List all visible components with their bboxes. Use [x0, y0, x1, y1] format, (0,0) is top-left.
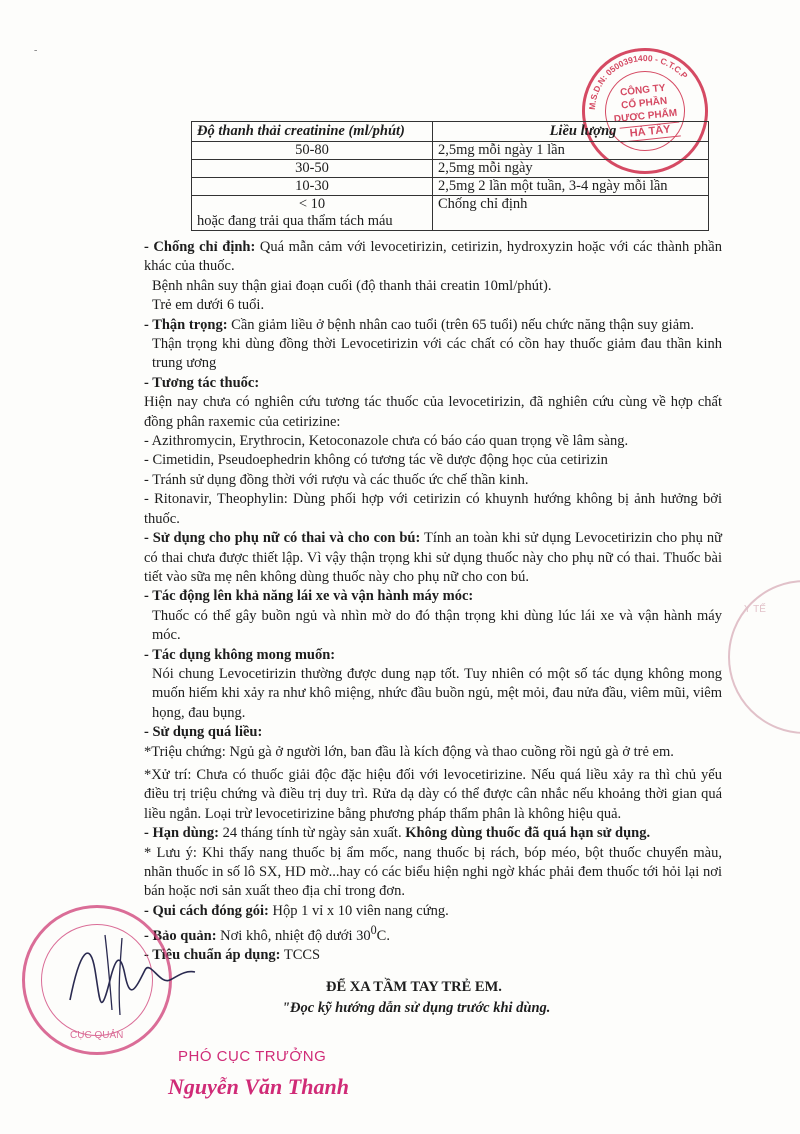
read-guide: "Đọc kỹ hướng dẫn sử dụng trước khi dùng.: [282, 1000, 551, 1016]
table-row: [192, 160, 709, 178]
list-item: - Azithromycin, Erythrocin, Ketoconazole chưa có báo cáo quan trọng về lâm sàng.: [144, 433, 629, 450]
gov-stamp-text: CỤC QUẢN: [70, 1030, 124, 1041]
section-text: Quá mẫn cảm với levocetirizin, cetirizin, hydroxyzin hoặc với các thành phần khác của thuốc.: [144, 239, 722, 275]
cell-note: hoặc đang trải qua thẩm tách máu: [197, 213, 393, 229]
degree-sup: 0: [370, 923, 377, 938]
paragraph: Thận trọng khi dùng đồng thời Levocetirizin với các chất có cồn hay thuốc giảm đau thần kinh trung ương: [152, 336, 722, 372]
section-title: - Thận trọng:: [144, 316, 228, 333]
stamp-line: CÔNG TY: [619, 82, 667, 99]
table-cell: 30-50: [192, 160, 433, 178]
note: * Lưu ý: Khi thấy nang thuốc bị ẩm mốc, nang thuốc bị rách, bóp méo, bột thuốc chuyển màu, nhãn thuốc in số lô SX, HD mờ...hay có các biểu hiện nghi ngờ khác phải đem thuốc tới hỏi lại nơi bán hoặc nơi sản xuất theo địa chỉ trong đơn.: [144, 844, 722, 900]
paragraph: Bệnh nhân suy thận giai đoạn cuối (độ thanh thải creatin 10ml/phút).: [152, 277, 552, 294]
list-item: - Ritonavir, Theophylin: Dùng phối hợp với cetirizin có khuynh hướng không bị ảnh hưởng bởi thuốc.: [144, 491, 722, 527]
handwritten-signature: [50, 930, 200, 1030]
section-text: TCCS: [280, 947, 321, 964]
section-title: - Qui cách đóng gói:: [144, 902, 269, 919]
section-title: - Hạn dùng:: [144, 825, 219, 842]
table-cell: [192, 196, 433, 231]
section-text: Tính an toàn khi sử dụng Levocetirizin cho phụ nữ có thai chưa được thiết lập. Vì vậy thận trọng khi sử dụng thuốc này cho phụ nữ có thai. Thuốc bài tiết vào sữa mẹ nên không dùng thuốc này cho phụ nữ cho con bú.: [144, 530, 722, 585]
table-cell: 2,5mg mỗi ngày: [433, 160, 709, 178]
list-item: - Tránh sử dụng đồng thời với rượu và các thuốc ức chế thần kinh.: [144, 471, 529, 488]
section-text: Hộp 1 vỉ x 10 viên nang cứng.: [268, 902, 449, 919]
storage: [144, 921, 722, 946]
caution: [144, 316, 722, 335]
signer-title: PHÓ CỤC TRƯỞNG: [178, 1048, 327, 1065]
table-header-row: [192, 122, 709, 142]
paragraph: *Xử trí: Chưa có thuốc giải độc đặc hiệu đối với levocetirizine. Nếu quá liều xảy ra thì chủ yếu điều trị triệu chứng và điều trị duy trì. Rửa dạ dày có thể được cân nhắc nếu khoảng thời gian quá liều ngắn. Loại trừ levocetirizine bằng phương pháp thẩm phân là không hiệu quả.: [144, 766, 722, 822]
section-text: Nơi khô, nhiệt độ dưới 30: [216, 928, 371, 945]
section-title: - Tương tác thuốc:: [144, 374, 260, 391]
standard: [144, 946, 722, 965]
unit: C.: [376, 928, 390, 945]
driving-title: [144, 587, 722, 606]
table-row: [192, 178, 709, 196]
paragraph: *Triệu chứng: Ngủ gà ở người lớn, ban đầu là kích động và thao cuồng rồi ngủ gà ở trẻ em.: [144, 743, 674, 760]
table-cell: 50-80: [192, 142, 433, 160]
list-item: - Cimetidin, Pseudoephedrin không có tương tác về dược động học của cetirizin: [144, 452, 608, 469]
svg-text:M.S.D.N: 0500391400 - C.T.C.P: M.S.D.N: 0500391400 - C.T.C.P: [586, 52, 690, 111]
stamp-line: HÀ TÂY: [620, 121, 681, 142]
table-row: [192, 142, 709, 160]
expiry-warning: Không dùng thuốc đã quá hạn sử dụng.: [405, 825, 651, 842]
stamp-line: CỔ PHẦN: [620, 95, 668, 112]
interactions-title: [144, 374, 722, 393]
paragraph: Trẻ em dưới 6 tuổi.: [152, 297, 265, 314]
section-title: - Chống chỉ định:: [144, 239, 256, 255]
table-cell: 2,5mg 2 lần một tuần, 3-4 ngày mỗi lần: [433, 178, 709, 196]
overdose-title: [144, 723, 722, 742]
signer-name: Nguyễn Văn Thanh: [168, 1074, 349, 1099]
section-text: Cần giảm liều ở bệnh nhân cao tuổi (trên 65 tuổi) nếu chức năng thận suy giảm.: [227, 316, 695, 333]
section-title: - Bảo quản:: [144, 928, 217, 945]
partial-stamp: [728, 580, 800, 734]
leaflet-body: [144, 238, 722, 966]
section-title: - Sử dụng quá liều:: [144, 724, 263, 741]
paragraph: Thuốc có thể gây buồn ngủ và nhìn mờ do đó thận trọng khi dùng lúc lái xe và vận hành máy móc.: [152, 607, 722, 644]
paragraph: Hiện nay chưa có nghiên cứu tương tác thuốc của levocetirizin, đã nghiên cứu cùng về hợp chất đồng phân raxemic của cetirizine:: [144, 394, 722, 430]
expiry: [144, 824, 722, 843]
child-warning: ĐỂ XA TẦM TAY TRẺ EM.: [326, 979, 502, 995]
paragraph: Nói chung Levocetirizin thường được dung nạp tốt. Tuy nhiên có một số tác dụng không mong muốn hiếm khi xảy ra như khô miệng, nhức đầu buồn ngủ, mệt mỏi, đau nửa đầu, viêm mũi, viêm họng, đau bụng.: [152, 665, 722, 721]
table-cell: Chống chỉ định: [433, 196, 709, 231]
section-text: 24 tháng tính từ ngày sản xuất.: [218, 825, 406, 842]
table-row: [192, 196, 709, 231]
contraindications: [144, 238, 722, 277]
column-header: Liều lượng: [433, 122, 709, 142]
dosage-table: [191, 121, 709, 231]
cell-text: < 10: [298, 196, 326, 212]
partial-stamp-text: Y TẾ: [744, 604, 766, 615]
section-title: - Tiêu chuẩn áp dụng:: [144, 947, 281, 964]
section-title: - Tác động lên khả năng lái xe và vận hành máy móc:: [144, 588, 474, 605]
packaging: [144, 902, 722, 921]
table-cell: 2,5mg mỗi ngày 1 lần: [433, 142, 709, 160]
stamp-line: DƯỢC PHẨM: [613, 107, 678, 126]
section-title: - Sử dụng cho phụ nữ có thai và cho con bú:: [144, 530, 421, 547]
corner-mark: -: [34, 45, 38, 56]
pregnancy: [144, 529, 722, 587]
column-header: Độ thanh thải creatinine (ml/phút): [192, 122, 433, 142]
section-title: - Tác dụng không mong muốn:: [144, 646, 336, 663]
table-cell: 10-30: [192, 178, 433, 196]
side-effects-title: [144, 646, 722, 665]
